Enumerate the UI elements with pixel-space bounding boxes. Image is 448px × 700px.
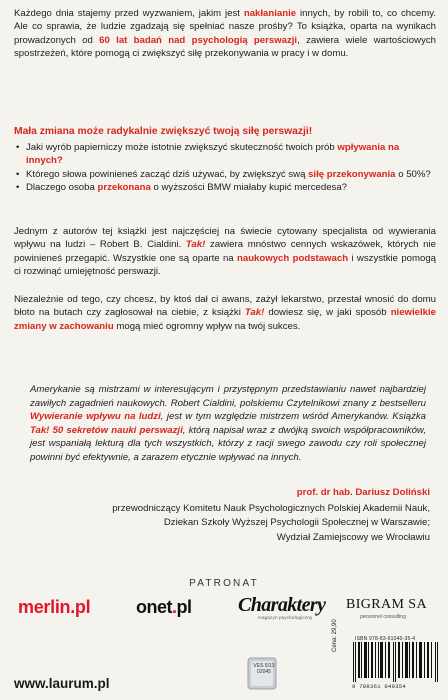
intro-text-3: , zawiera wiele wartościowych spostrzeżeń, które pomogą ci zwiększyć siłę przekonywania w pracy i w domu.: [14, 34, 436, 60]
bullet-highlight: przekonana: [97, 182, 151, 194]
section-heading: Mała zmiana może radykalnie zwiększyć twoją siłę perswazji!: [14, 126, 313, 137]
bigram-logo-subtitle: personnel consulting: [360, 614, 406, 620]
para3-text-3: mogą mieć ogromny wpływ na twój sukces.: [113, 320, 301, 332]
sticker-label: VES 5/13 02045: [253, 663, 275, 675]
bullet-highlight: siłę przekonywania: [308, 168, 396, 180]
list-item: [14, 168, 434, 181]
para2-text-3: i wszystkie pomogą ci rozwinąć umiejętność perswazji.: [14, 252, 437, 278]
bullet-text: Dlaczego osoba: [26, 182, 98, 194]
para3-text-1: Niezależnie od tego, czy chcesz, by ktoś dał ci awans, zażył lekarstwo, przestał wnosić do domu błoto na butach czy zagłosował na ciebie, z książki: [14, 294, 436, 319]
list-item: [14, 181, 434, 194]
para2-title: Tak!: [185, 239, 206, 251]
onet-logo-dot: .: [172, 597, 177, 617]
intro-text-2: innych, by robili to, co chcemy. Ale co sprawia, że ludzie zgadzają się spełniać nasze prośby? To książka, oparta na wynikach prowadzonych od: [14, 8, 436, 46]
merlin-logo: merlin.pl: [18, 597, 91, 617]
para2-text-2: zawiera mnóstwo cennych wskazówek, których nie powinieneś przegapić. Wszystkie one są oparte na: [14, 239, 436, 264]
bigram-logo: BIGRAM SA: [346, 597, 428, 612]
intro-text-1: Każdego dnia stajemy przed wyzwaniem, jakim jest: [14, 8, 244, 19]
bullet-text: Którego słowa powinieneś zacząć dziś używać, by zwiększyć swą: [26, 168, 309, 180]
author-paragraph: [14, 225, 436, 279]
publisher-url[interactable]: www.laurum.pl: [14, 676, 110, 691]
quote-book-title-2: Tak! 50 sekretów nauki perswazji: [30, 424, 183, 436]
endorser-name: prof. dr hab. Dariusz Doliński: [296, 487, 430, 498]
affiliation-line: Dziekan Szkoły Wyższej Psychologii Społecznej w Warszawie;: [163, 517, 430, 529]
barcode-number: 9 788361 040354: [352, 683, 407, 690]
onet-logo-text: onet: [136, 597, 172, 617]
intro-highlight-1: nakłanianie: [243, 8, 297, 19]
bullet-highlight: wpływania na innych?: [26, 142, 400, 167]
onet-logo-tld: pl: [176, 597, 192, 617]
para3-highlight: niewielkie zmiany w zachowaniu: [14, 307, 437, 332]
para2-text-1: Jednym z autorów tej książki jest najczęściej na świecie cytowany specjalista od wywierania wpływu na ludzi – Robert B. Cialdini.: [14, 226, 436, 251]
para2-highlight: naukowych podstawach: [237, 252, 349, 264]
quote-book-title-1: Wywieranie wpływu na ludzi: [30, 411, 161, 423]
para3-title: Tak!: [244, 307, 265, 319]
isbn-label: ISBN 978-83-61040-35-4: [355, 636, 416, 642]
intro-highlight-2: 60 lat badań nad psychologią perswazji: [99, 34, 298, 46]
quote-text-2: , jest w tym względzie mistrzem wśród Amerykanów. Książka: [160, 411, 426, 423]
charaktery-logo-subtitle: magazyn psychologiczny: [258, 615, 313, 620]
barcode-icon: [352, 642, 440, 682]
price-label: Cena: 29,90: [332, 619, 338, 652]
patronage-label: PATRONAT: [189, 578, 259, 589]
charaktery-logo: Charaktery: [238, 594, 326, 616]
intro-paragraph: [14, 7, 436, 61]
onet-logo: [136, 597, 192, 618]
question-list: [14, 141, 434, 195]
bullet-text: o 50%?: [395, 168, 431, 180]
endorser-affiliation: [112, 502, 430, 545]
bullet-text: Jaki wyrób papierniczy może istotnie zwiększyć skuteczność twoich prób: [26, 142, 338, 153]
affiliation-line: Wydział Zamiejscowy we Wrocławiu: [276, 531, 430, 543]
quote-text-3: , którą napisał wraz z dwójką swoich współpracowników, jest wspaniałą lekturą dla tych wszystkich, którzy z racji swego zawodu czy roli społecznej powinni być efektywnie, a zarazem etycznie wpływać na innych.: [30, 424, 427, 463]
bullet-text: o wyższości BMW miałaby kupić mercedesa?: [150, 182, 347, 194]
para3-text-2: dowiesz się, w jaki sposób: [264, 307, 391, 319]
quote-text-1: Amerykanie są mistrzami w interesującym i przystępnym przedstawianiu nawet najbardziej zawiłych zagadnień naukowych. Robert Cialdini, polskiemu Czytelnikowi znany z bestselleru: [30, 384, 426, 409]
affiliation-line: przewodniczący Komitetu Nauk Psychologicznych Polskiej Akademii Nauk,: [112, 503, 430, 514]
list-item: [14, 141, 434, 168]
benefit-paragraph: [14, 293, 436, 333]
endorsement-quote: [30, 383, 426, 465]
